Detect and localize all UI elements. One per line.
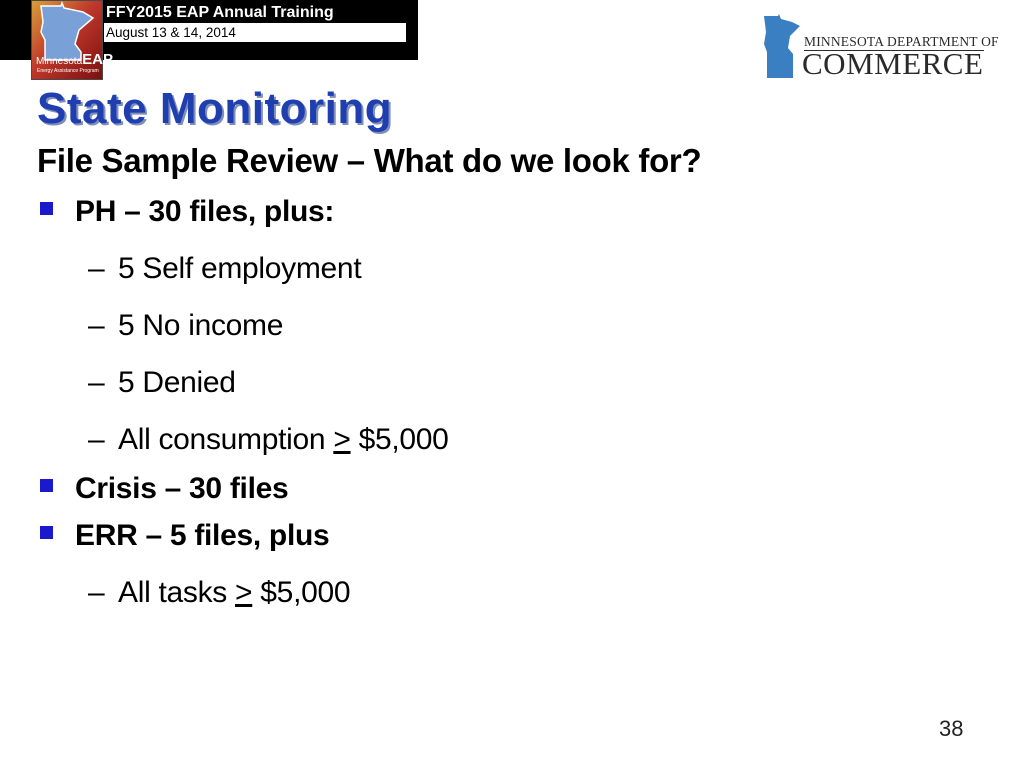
bullet-item — [40, 519, 329, 553]
eap-logo-name: EAP — [82, 51, 113, 68]
event-dates: August 13 & 14, 2014 — [104, 23, 406, 42]
square-bullet-icon — [40, 479, 53, 492]
sub-bullet-text: 5 No income — [118, 309, 284, 342]
bullet-text: ERR – 5 files, plus — [75, 519, 330, 552]
page-number: 38 — [939, 716, 964, 741]
sub-bullet-item — [88, 252, 361, 286]
eap-logo-tagline: Energy Assistance Program — [37, 68, 99, 74]
commerce-dept-text: MINNESOTA DEPARTMENT OF — [804, 34, 999, 49]
bullet-text: Crisis – 30 files — [75, 472, 289, 505]
sub-bullet-text: 5 Denied — [118, 366, 236, 399]
eap-logo — [31, 0, 113, 80]
greater-than-symbol: > — [235, 576, 253, 609]
sub-bullet-text: 5 Self employment — [118, 252, 362, 285]
commerce-name-text: COMMERCE — [802, 46, 984, 81]
dash-bullet-icon: – — [88, 423, 105, 456]
sub-bullet-amount: $5,000 — [252, 576, 351, 609]
bullet-item — [40, 472, 288, 506]
dash-bullet-icon: – — [88, 309, 105, 342]
square-bullet-icon — [40, 202, 53, 215]
greater-than-symbol: > — [333, 423, 351, 456]
sub-bullet-item — [88, 423, 449, 457]
sub-bullet-item — [88, 366, 236, 400]
slide-title: State Monitoring — [37, 84, 393, 133]
sub-bullet-item — [88, 576, 350, 610]
square-bullet-icon — [40, 526, 53, 539]
commerce-logo — [762, 14, 999, 82]
bullet-item — [40, 195, 334, 229]
event-title: FFY2015 EAP Annual Training — [106, 4, 334, 21]
sub-bullet-text: All tasks — [118, 576, 236, 609]
sub-bullet-text: All consumption — [118, 423, 334, 456]
dash-bullet-icon: – — [88, 252, 105, 285]
slide-subtitle: File Sample Review – What do we look for? — [37, 142, 702, 179]
sub-bullet-amount: $5,000 — [350, 423, 449, 456]
bullet-text: PH – 30 files, plus: — [75, 195, 335, 228]
minnesota-state-icon — [762, 14, 802, 80]
sub-bullet-item — [88, 309, 283, 343]
dash-bullet-icon: – — [88, 366, 105, 399]
dash-bullet-icon: – — [88, 576, 105, 609]
eap-logo-prefix: Minnesota — [36, 56, 83, 67]
